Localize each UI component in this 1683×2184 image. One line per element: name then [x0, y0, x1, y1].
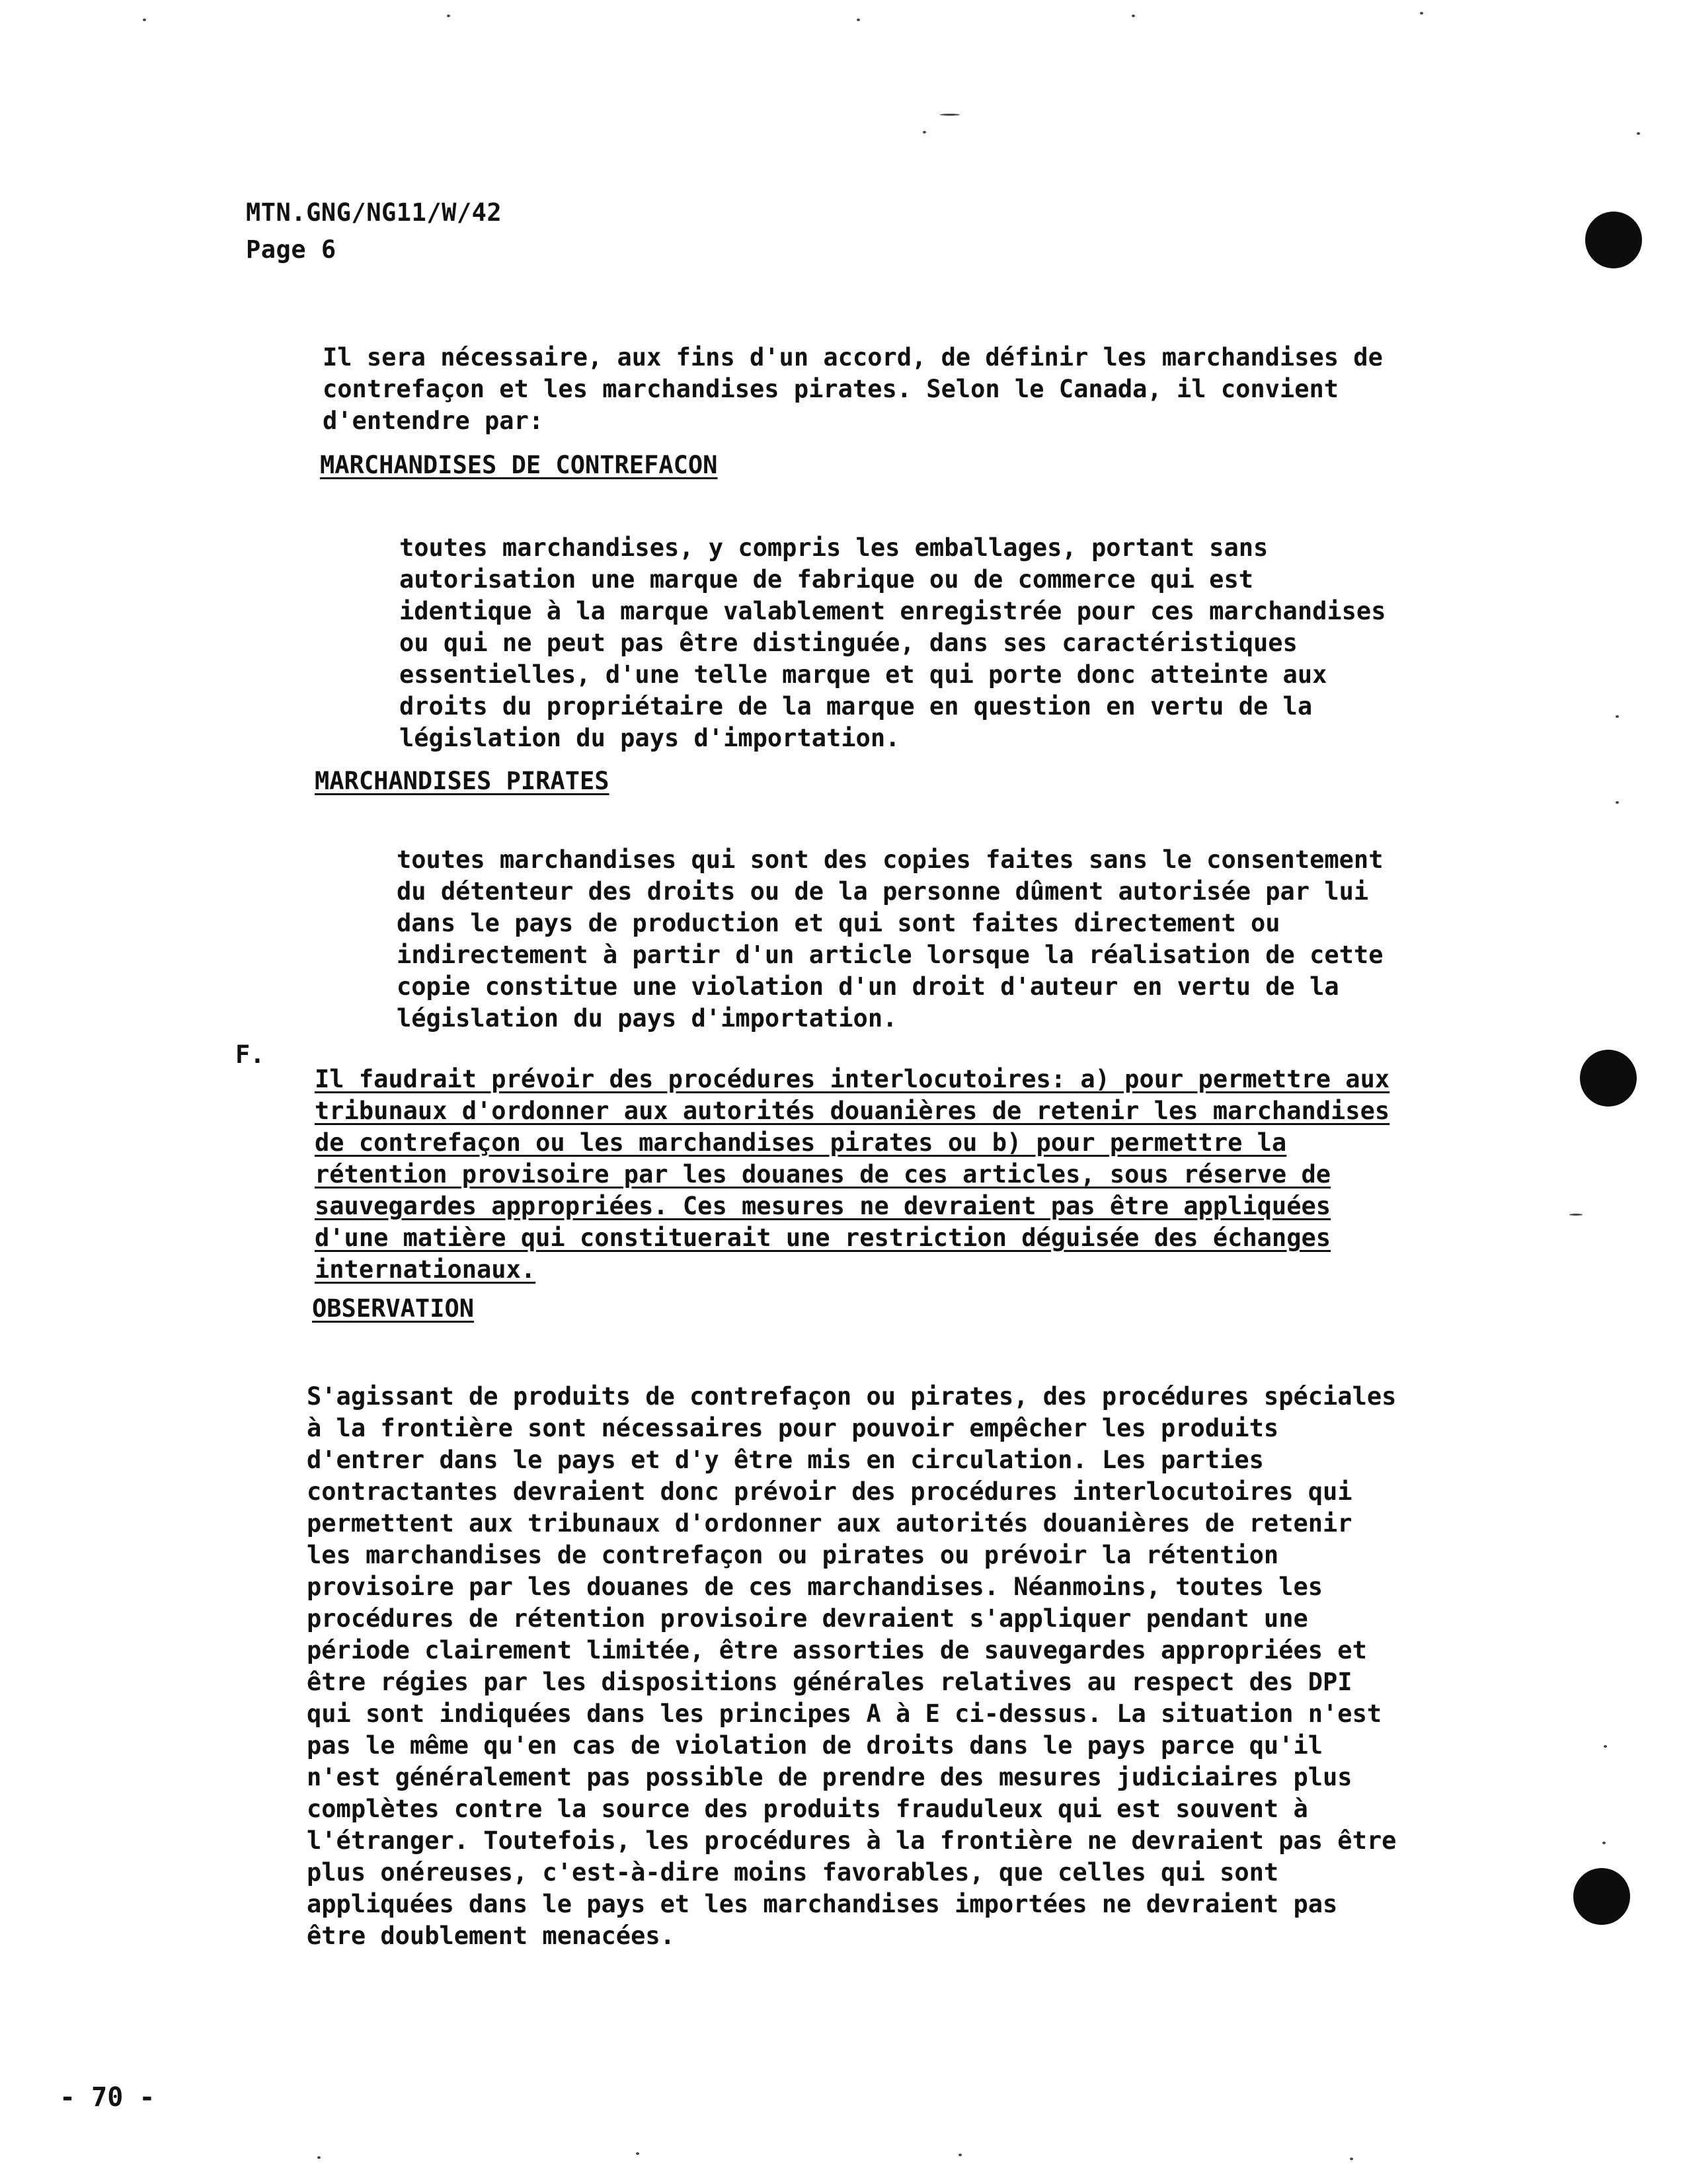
scan-speck: [636, 2152, 639, 2155]
intro-paragraph: Il sera nécessaire, aux fins d'un accord, de définir les marchandises de contrefaçon et les marchandises pirates. Selon le Canada, il convient d'entendre par:: [323, 343, 1383, 435]
punch-hole-middle: [1580, 1050, 1637, 1107]
scan-speck: [1616, 801, 1619, 804]
document-header: [246, 194, 502, 268]
scan-speck: [1637, 132, 1640, 135]
scan-speck: [959, 2154, 962, 2156]
observation-text: S'agissant de produits de contrefaçon ou pirates, des procédures spéciales à la frontière sont nécessaires pour pouvoir empêcher les produits d'entrer dans le pays et d'y être mis en circulation. Les parties contractantes devraient donc prévoir des procédures interlocutoires qui permettent aux tribunaux d'ordonner aux autorités douanières de retenir les marchandises de contrefaçon ou pirates ou prévoir la rétention provisoire par les douanes de ces marchandises. Néanmoins, toutes les procédures de rétention provisoire devraient s'appliquer pendant une période clairement limitée, être assorties de sauvegardes appropriées et être régies par les dispositions générales relatives au respect des DPI qui sont indiquées dans les principes A à E ci-dessus. La situation n'est pas le même qu'en cas de violation de droits dans le pays parce qu'il n'est généralement pas possible de prendre des mesures judiciaires plus complètes contre la source des produits frauduleux qui est souvent à l'étranger. Toutefois, les procédures à la frontière ne devraient pas être plus onéreuses, c'est-à-dire moins favorables, que celles qui sont appliquées dans le pays et les marchandises importées ne devraient pas être doublement menacées.: [307, 1382, 1397, 1950]
scan-speck: [1616, 715, 1619, 718]
section-f-letter: F.: [235, 1040, 265, 1069]
scan-speck: [1350, 2158, 1353, 2160]
scan-speck: [1569, 1214, 1583, 1216]
scan-speck: [143, 19, 146, 21]
heading-pirates: MARCHANDISES PIRATES: [315, 767, 609, 795]
definition-contrefacon: toutes marchandises, y compris les emballages, portant sans autorisation une marque de fabrique ou de commerce qui est identique à la marque valablement enregistrée pour ces marchandises ou qui ne peut pas être distinguée, dans ses caractéristiques essentielles, d'une telle marque et qui porte donc atteinte aux droits du propriétaire de la marque en question en vertu de la législation du pays d'importation.: [399, 533, 1386, 752]
heading-contrefacon: MARCHANDISES DE CONTREFACON: [320, 451, 718, 479]
scan-speck: [1604, 1745, 1607, 1748]
scan-speck: [1420, 12, 1423, 15]
scan-speck: [940, 114, 960, 116]
heading-observation: OBSERVATION: [312, 1294, 475, 1323]
page-number: - 70 -: [59, 2082, 155, 2113]
page-label: Page 6: [246, 235, 336, 264]
definition-pirates: toutes marchandises qui sont des copies faites sans le consentement du détenteur des droits ou de la personne dûment autorisée par lui dans le pays de production et qui sont faites directement ou indirectement à partir d'un article lorsque la réalisation de cette copie constitue une violation d'un droit d'auteur en vertu de la législation du pays d'importation.: [397, 845, 1384, 1033]
punch-hole-bottom: [1573, 1868, 1630, 1925]
document-reference: MTN.GNG/NG11/W/42: [246, 198, 502, 227]
scan-speck: [1602, 1842, 1606, 1844]
scan-speck: [447, 15, 450, 17]
scan-speck: [1132, 15, 1135, 17]
scan-speck: [317, 2156, 321, 2159]
section-f-text: Il faudrait prévoir des procédures interlocutoires: a) pour permettre aux tribunaux d'ordonner aux autorités douanières de retenir les marchandises de contrefaçon ou les marchandises pirates ou b) pour permettre la rétention provisoire par les douanes de ces articles, sous réserve de sauvegardes appropriées. Ces mesures ne devraient pas être appliquées d'une matière qui constituerait une restriction déguisée des échanges internationaux.: [315, 1065, 1390, 1284]
scan-speck: [857, 19, 860, 21]
scan-speck: [923, 131, 926, 134]
punch-hole-top: [1585, 212, 1642, 268]
